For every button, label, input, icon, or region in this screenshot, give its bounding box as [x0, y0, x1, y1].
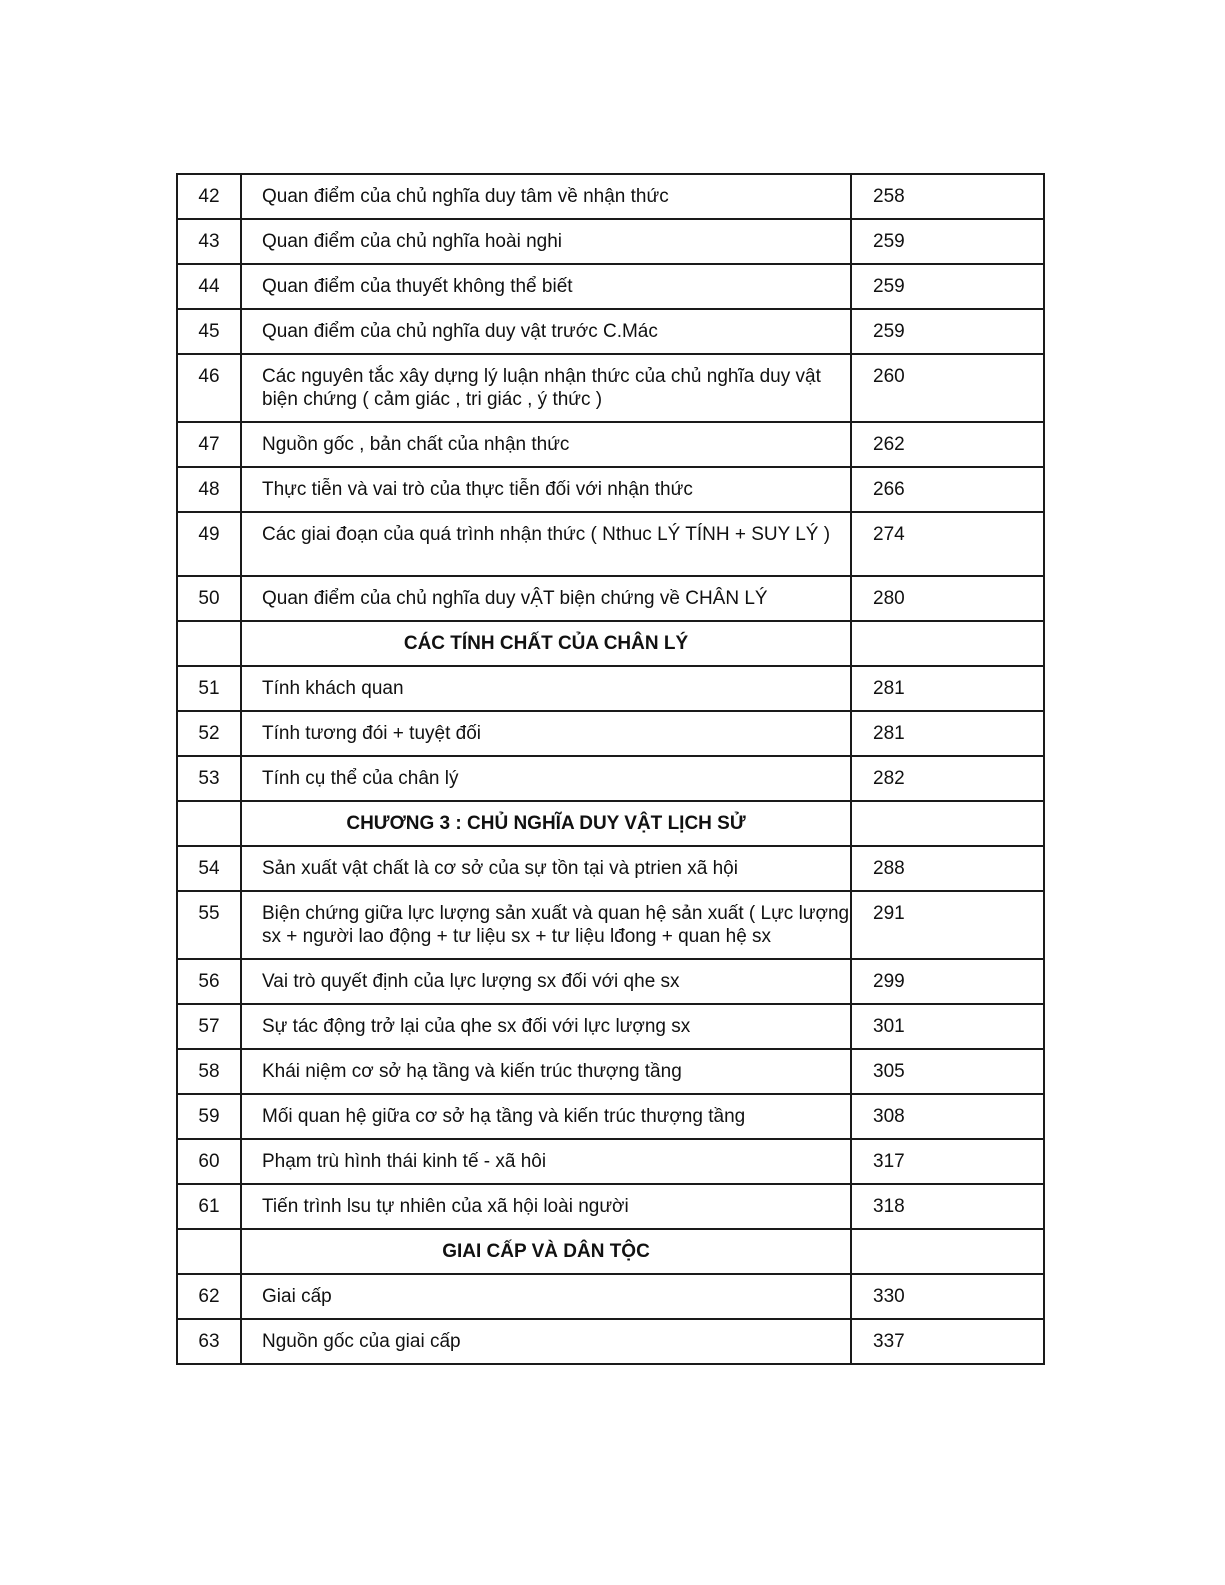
- toc-section-row: [177, 1229, 1044, 1274]
- entry-title: Nguồn gốc , bản chất của nhận thức: [241, 422, 851, 467]
- toc-row: [177, 666, 1044, 711]
- entry-page-number: 299: [851, 959, 1044, 1004]
- entry-title: Sự tác động trở lại của qhe sx đối với lực lượng sx: [241, 1004, 851, 1049]
- entry-title: Thực tiễn và vai trò của thực tiễn đối với nhận thức: [241, 467, 851, 512]
- entry-number: 56: [177, 959, 241, 1004]
- section-heading: GIAI CẤP VÀ DÂN TỘC: [241, 1229, 851, 1274]
- section-heading: CHƯƠNG 3 : CHỦ NGHĨA DUY VẬT LỊCH SỬ: [241, 801, 851, 846]
- toc-row: [177, 1319, 1044, 1364]
- entry-page-number: 259: [851, 309, 1044, 354]
- toc-row: [177, 576, 1044, 621]
- entry-title: Quan điểm của chủ nghĩa duy vẬT biện chứng về CHÂN LÝ: [241, 576, 851, 621]
- entry-page-number: 288: [851, 846, 1044, 891]
- toc-section-row: [177, 621, 1044, 666]
- entry-title: Sản xuất vật chất là cơ sở của sự tồn tại và ptrien xã hội: [241, 846, 851, 891]
- section-heading: CÁC TÍNH CHẤT CỦA CHÂN LÝ: [241, 621, 851, 666]
- entry-number: 53: [177, 756, 241, 801]
- toc-row: [177, 1049, 1044, 1094]
- entry-number: 58: [177, 1049, 241, 1094]
- entry-page-number: 280: [851, 576, 1044, 621]
- toc-row: [177, 1004, 1044, 1049]
- entry-page-number: 301: [851, 1004, 1044, 1049]
- entry-title: Biện chứng giữa lực lượng sản xuất và quan hệ sản xuất ( Lực lượng sx + người lao động + tư liệu sx + tư liệu lđong + quan hệ sx: [241, 891, 851, 959]
- entry-number: 45: [177, 309, 241, 354]
- entry-number: 44: [177, 264, 241, 309]
- entry-page-number: 318: [851, 1184, 1044, 1229]
- entry-page-number: 337: [851, 1319, 1044, 1364]
- entry-number: 63: [177, 1319, 241, 1364]
- entry-number: 42: [177, 174, 241, 219]
- toc-row: [177, 1094, 1044, 1139]
- toc-row: [177, 264, 1044, 309]
- entry-title: Phạm trù hình thái kinh tế - xã hôi: [241, 1139, 851, 1184]
- entry-number: 57: [177, 1004, 241, 1049]
- toc-row: [177, 467, 1044, 512]
- toc-row: [177, 711, 1044, 756]
- entry-page-number: 259: [851, 219, 1044, 264]
- entry-title: Mối quan hệ giữa cơ sở hạ tầng và kiến trúc thượng tầng: [241, 1094, 851, 1139]
- entry-number: 50: [177, 576, 241, 621]
- entry-number: 46: [177, 354, 241, 422]
- entry-title: Quan điểm của chủ nghĩa hoài nghi: [241, 219, 851, 264]
- toc-body: [177, 174, 1044, 1364]
- toc-row: [177, 756, 1044, 801]
- entry-page-number: 258: [851, 174, 1044, 219]
- toc-row: [177, 512, 1044, 576]
- empty-number-cell: [177, 1229, 241, 1274]
- entry-number: 54: [177, 846, 241, 891]
- entry-page-number: 305: [851, 1049, 1044, 1094]
- entry-title: Các nguyên tắc xây dựng lý luận nhận thức của chủ nghĩa duy vật biện chứng ( cảm giác , tri giác , ý thức ): [241, 354, 851, 422]
- empty-number-cell: [177, 621, 241, 666]
- entry-number: 62: [177, 1274, 241, 1319]
- empty-number-cell: [177, 801, 241, 846]
- entry-title: Khái niệm cơ sở hạ tầng và kiến trúc thượng tầng: [241, 1049, 851, 1094]
- toc-section-row: [177, 801, 1044, 846]
- entry-title: Quan điểm của chủ nghĩa duy tâm về nhận thức: [241, 174, 851, 219]
- entry-page-number: 274: [851, 512, 1044, 576]
- entry-title: Tính tương đói + tuyệt đối: [241, 711, 851, 756]
- entry-title: Tính cụ thể của chân lý: [241, 756, 851, 801]
- entry-number: 49: [177, 512, 241, 576]
- toc-row: [177, 1274, 1044, 1319]
- toc-row: [177, 174, 1044, 219]
- entry-page-number: 281: [851, 666, 1044, 711]
- toc-row: [177, 219, 1044, 264]
- empty-page-cell: [851, 1229, 1044, 1274]
- entry-page-number: 330: [851, 1274, 1044, 1319]
- toc-row: [177, 309, 1044, 354]
- entry-title: Quan điểm của thuyết không thể biết: [241, 264, 851, 309]
- entry-number: 47: [177, 422, 241, 467]
- entry-number: 59: [177, 1094, 241, 1139]
- entry-page-number: 259: [851, 264, 1044, 309]
- entry-number: 55: [177, 891, 241, 959]
- table-of-contents: [176, 173, 1045, 1365]
- entry-title: Nguồn gốc của giai cấp: [241, 1319, 851, 1364]
- entry-page-number: 260: [851, 354, 1044, 422]
- entry-title: Các giai đoạn của quá trình nhận thức ( Nthuc LÝ TÍNH + SUY LÝ ): [241, 512, 851, 576]
- toc-row: [177, 891, 1044, 959]
- entry-number: 48: [177, 467, 241, 512]
- entry-number: 52: [177, 711, 241, 756]
- entry-number: 43: [177, 219, 241, 264]
- entry-number: 61: [177, 1184, 241, 1229]
- entry-page-number: 281: [851, 711, 1044, 756]
- toc-row: [177, 1139, 1044, 1184]
- entry-page-number: 308: [851, 1094, 1044, 1139]
- entry-page-number: 317: [851, 1139, 1044, 1184]
- entry-title: Tiến trình lsu tự nhiên của xã hội loài người: [241, 1184, 851, 1229]
- entry-number: 60: [177, 1139, 241, 1184]
- entry-title: Tính khách quan: [241, 666, 851, 711]
- toc-row: [177, 1184, 1044, 1229]
- entry-page-number: 262: [851, 422, 1044, 467]
- entry-number: 51: [177, 666, 241, 711]
- toc-row: [177, 354, 1044, 422]
- empty-page-cell: [851, 621, 1044, 666]
- entry-title: Quan điểm của chủ nghĩa duy vật trước C.Mác: [241, 309, 851, 354]
- entry-title: Giai cấp: [241, 1274, 851, 1319]
- entry-page-number: 282: [851, 756, 1044, 801]
- entry-page-number: 266: [851, 467, 1044, 512]
- toc-row: [177, 846, 1044, 891]
- empty-page-cell: [851, 801, 1044, 846]
- entry-title: Vai trò quyết định của lực lượng sx đối với qhe sx: [241, 959, 851, 1004]
- toc-row: [177, 959, 1044, 1004]
- entry-page-number: 291: [851, 891, 1044, 959]
- toc-row: [177, 422, 1044, 467]
